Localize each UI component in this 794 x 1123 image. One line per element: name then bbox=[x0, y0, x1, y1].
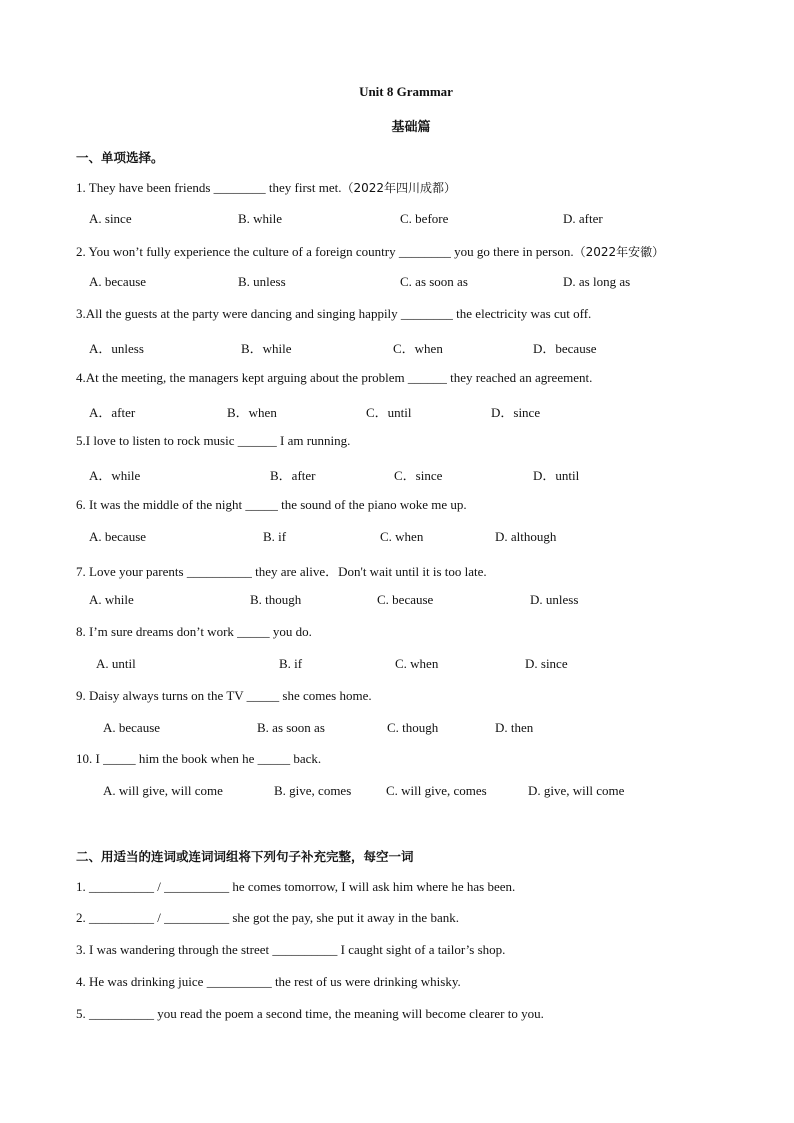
question-text: 7. Love your parents __________ they are alive．Don't wait until it is too late. bbox=[76, 564, 487, 579]
question-10 bbox=[76, 751, 321, 767]
option-a[interactable]: A．after bbox=[89, 405, 136, 420]
option-c[interactable]: C. because bbox=[377, 592, 434, 607]
question-source: （2022年安徽） bbox=[573, 245, 665, 259]
option-b[interactable]: B. though bbox=[250, 592, 302, 607]
question-9 bbox=[76, 688, 372, 704]
option-c[interactable]: C. though bbox=[387, 720, 439, 735]
question-4 bbox=[76, 370, 592, 386]
option-b[interactable]: B. while bbox=[238, 211, 283, 226]
option-b[interactable]: B. if bbox=[279, 656, 303, 671]
option-d[interactable]: D. since bbox=[525, 656, 568, 671]
option-a[interactable]: A．while bbox=[89, 468, 141, 483]
option-a[interactable]: A. because bbox=[103, 720, 161, 735]
option-d[interactable]: D. as long as bbox=[563, 274, 631, 289]
question-source: （2022年四川成都） bbox=[341, 181, 457, 195]
option-d[interactable]: D．until bbox=[533, 468, 580, 483]
question-text: 2. You won’t fully experience the culture of a foreign country ________ you go there in person. bbox=[76, 244, 574, 259]
question-text: 8. I’m sure dreams don’t work _____ you do. bbox=[76, 624, 312, 639]
option-b[interactable]: B. give, comes bbox=[274, 783, 352, 798]
page-subtitle: 基础篇 bbox=[391, 120, 431, 135]
fill-in-item-4: 4. He was drinking juice __________ the rest of us were drinking whisky. bbox=[76, 974, 461, 989]
fill-in-item-3: 3. I was wandering through the street __________ I caught sight of a tailor’s shop. bbox=[76, 942, 506, 957]
option-c[interactable]: C. as soon as bbox=[400, 274, 468, 289]
section-2-heading: 二、用适当的连词或连词词组将下列句子补充完整，每空一词 bbox=[76, 849, 414, 864]
question-text: 5.I love to listen to rock music ______ I am running. bbox=[76, 433, 351, 448]
option-d[interactable]: D. give, will come bbox=[528, 783, 625, 798]
option-a[interactable]: A. while bbox=[89, 592, 134, 607]
option-b[interactable]: B. unless bbox=[238, 274, 286, 289]
option-c[interactable]: C. will give, comes bbox=[386, 783, 487, 798]
question-5 bbox=[76, 433, 350, 449]
option-a[interactable]: A．unless bbox=[89, 341, 144, 356]
option-a[interactable]: A. until bbox=[96, 656, 136, 671]
option-b[interactable]: B．when bbox=[227, 405, 277, 420]
option-a[interactable]: A. since bbox=[89, 211, 132, 226]
question-7 bbox=[76, 561, 487, 580]
question-text: 3.All the guests at the party were dancing and singing happily ________ the electricity was cut off. bbox=[76, 306, 592, 321]
section-1-heading: 一、单项选择。 bbox=[76, 150, 164, 165]
question-1 bbox=[76, 179, 456, 196]
question-8 bbox=[76, 624, 312, 640]
option-d[interactable]: D. then bbox=[495, 720, 534, 735]
fill-in-item-1: 1. __________ / __________ he comes tomorrow, I will ask him where he has been. bbox=[76, 879, 516, 894]
option-b[interactable]: B. as soon as bbox=[257, 720, 325, 735]
question-6 bbox=[76, 497, 467, 513]
option-d[interactable]: D．because bbox=[533, 341, 597, 356]
question-text: 9. Daisy always turns on the TV _____ she comes home. bbox=[76, 688, 372, 703]
option-c[interactable]: C. before bbox=[400, 211, 449, 226]
option-d[interactable]: D. unless bbox=[530, 592, 579, 607]
option-d[interactable]: D. after bbox=[563, 211, 603, 226]
option-b[interactable]: B. if bbox=[263, 529, 287, 544]
option-c[interactable]: C. when bbox=[380, 529, 424, 544]
option-a[interactable]: A. because bbox=[89, 274, 147, 289]
option-a[interactable]: A. because bbox=[89, 529, 147, 544]
option-c[interactable]: C．until bbox=[366, 405, 412, 420]
option-c[interactable]: C．when bbox=[393, 341, 443, 356]
question-2 bbox=[76, 243, 664, 260]
question-text: 6. It was the middle of the night _____ the sound of the piano woke me up. bbox=[76, 497, 467, 512]
option-c[interactable]: C. when bbox=[395, 656, 439, 671]
page-title: Unit 8 Grammar bbox=[359, 84, 453, 99]
question-text: 4.At the meeting, the managers kept arguing about the problem ______ they reached an agreement. bbox=[76, 370, 593, 385]
question-text: 1. They have been friends ________ they first met. bbox=[76, 180, 342, 195]
question-text: 10. I _____ him the book when he _____ back. bbox=[76, 751, 322, 766]
option-d[interactable]: D．since bbox=[491, 405, 541, 420]
option-d[interactable]: D. although bbox=[495, 529, 557, 544]
fill-in-item-5: 5. __________ you read the poem a second time, the meaning will become clearer to you. bbox=[76, 1006, 544, 1021]
fill-in-item-2: 2. __________ / __________ she got the pay, she put it away in the bank. bbox=[76, 910, 459, 925]
question-3 bbox=[76, 306, 591, 322]
option-c[interactable]: C．since bbox=[394, 468, 443, 483]
option-a[interactable]: A. will give, will come bbox=[103, 783, 223, 798]
option-b[interactable]: B．after bbox=[270, 468, 316, 483]
option-b[interactable]: B．while bbox=[241, 341, 292, 356]
